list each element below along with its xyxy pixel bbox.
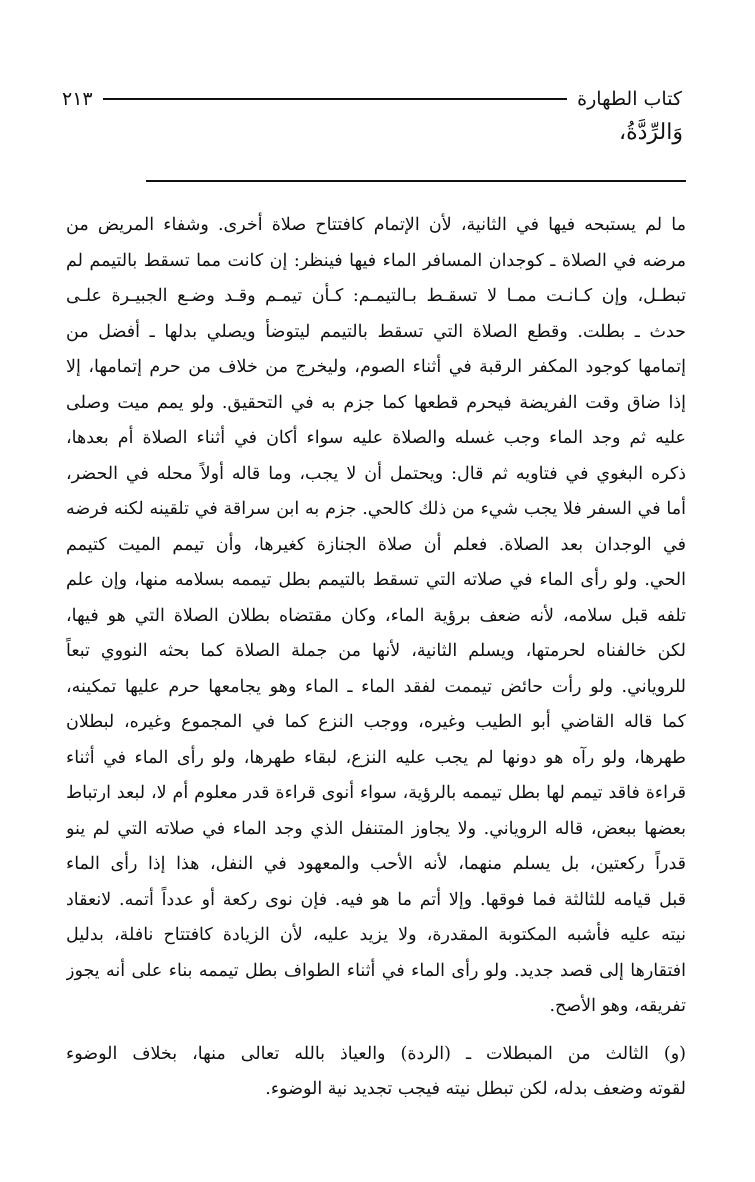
text-line: طهرها، ولو رآه هو دونها لم يجب عليه النزع، لبقاء طهرها، ولو رأى الماء في أثناء xyxy=(66,747,686,768)
text-line: للروياني. ولو رأت حائض تيممت لفقد الماء ـ الماء وهو يجامعها حرم عليها تمكينه، xyxy=(66,676,686,697)
text-line: عليه ثم وجد الماء وجب غسله والصلاة عليه سواء أكان في أثناء الصلاة أم بعدها، xyxy=(66,428,686,448)
text-line: قبل قيامه للثالثة فما فوقها. وإلا أتم ما هو فيه. فإن نوى ركعة أو عدداً أتمه. لانعقاد xyxy=(66,889,686,910)
text-line: تبطـل، وإن كـانـت ممـا لا تسقـط بـالتيمـم: كـأن تيمـم وقـد وضـع الجبيـرة علـى xyxy=(66,286,686,306)
text-line: تلفه قبل سلامه، لأنه ضعف برؤية الماء، وكان مقتضاه بطلان الصلاة التي هو فيها، xyxy=(66,605,686,626)
page-number: ٢١٣ xyxy=(62,88,93,110)
text-line: قدراً ركعتين، بل يسلم منهما، لأنه الأحب والمعهود في النفل، هذا إذا رأى الماء xyxy=(66,854,686,874)
text-line: كما قاله القاضي أبو الطيب وغيره، ووجب النزع كما في المجموع وغيره، لبطلان xyxy=(66,712,686,732)
text-line: (و) الثالث من المبطلات ـ (الردة) والعياذ بالله تعالى منها، بخلاف الوضوء xyxy=(66,1043,686,1064)
header-rule xyxy=(103,98,568,100)
text-line: مرضه في الصلاة ـ كوجدان المسافر الماء فيها فينظر: إن كانت مما تسقط بالتيمم لم xyxy=(66,250,686,271)
commentary-body xyxy=(66,208,686,1108)
matn-text: وَالرِّدَّةُ، xyxy=(618,120,683,145)
text-line: في الوجدان بعد الصلاة. فعلم أن صلاة الجنازة كغيرها، وأن تيمم الميت كتيمم xyxy=(66,534,686,555)
section-divider xyxy=(146,180,686,182)
text-line: تفريقه، وهو الأصح. xyxy=(549,996,686,1016)
text-line: بعضها ببعض، قاله الروياني. ولا يجاوز المتنفل الذي وجد الماء في صلاته التي لم ينو xyxy=(66,818,686,839)
text-line: ما لم يستبحه فيها في الثانية، لأن الإتمام كافتتاح صلاة أخرى. وشفاء المريض من xyxy=(66,215,686,235)
text-line: أما في السفر فلا يجب شيء من ذلك كالحي. جزم به ابن سراقة في تلقينه لكنه فرضه xyxy=(66,499,686,519)
text-line: نيته عليه فأشبه المكتوبة المقدرة، ولا يزيد عليه، لأن الزيادة كافتتاح نافلة، بدليل xyxy=(66,925,686,945)
text-line: ذكره البغوي في فتاويه ثم قال: ويحتمل أن لا يجب، وما قاله أولاً محله في الحضر، xyxy=(66,463,686,484)
text-line: إذا ضاق وقت الفريضة فيحرم قطعها كما جزم به في التحقيق. ولو يمم ميت وصلى xyxy=(66,392,686,413)
text-line: افتقارها إلى قصد جديد. ولو رأى الماء في أثناء الطواف بطل تيممه بناء على أنه يجوز xyxy=(66,960,686,981)
text-line: إتمامها كوجود المكفر الرقبة في أثناء الصوم، وليخرج من خلاف من حرم إتمامها، إلا xyxy=(66,357,686,377)
text-line: حدث ـ بطلت. وقطع الصلاة التي تسقط بالتيمم ليتوضأ ويصلي بدلها ـ أفضل من xyxy=(66,321,686,342)
paragraph-2 xyxy=(66,1037,686,1108)
text-line: الحي. ولو رأى الماء في صلاته التي تسقط بالتيمم بطل تيممه بسلامه منها، وإن علم xyxy=(66,570,686,590)
text-line: قراءة فاقد تيمم لها بطل تيممه بالرؤية، سواء أنوى قراءة قدر معلوم أم لا، لبعد ارتباط xyxy=(66,783,686,803)
book-title: كتاب الطهارة xyxy=(577,88,682,110)
text-line: لقوته وضعف بدله، لكن تبطل نيته فيجب تجديد نية الوضوء. xyxy=(265,1079,686,1099)
paragraph-1 xyxy=(66,208,686,1025)
running-header xyxy=(62,84,682,114)
text-line: لكن خالفناه لحرمتها، ويسلم الثانية، لأنها من جملة الصلاة كما بحثه النووي تبعاً xyxy=(66,641,686,661)
